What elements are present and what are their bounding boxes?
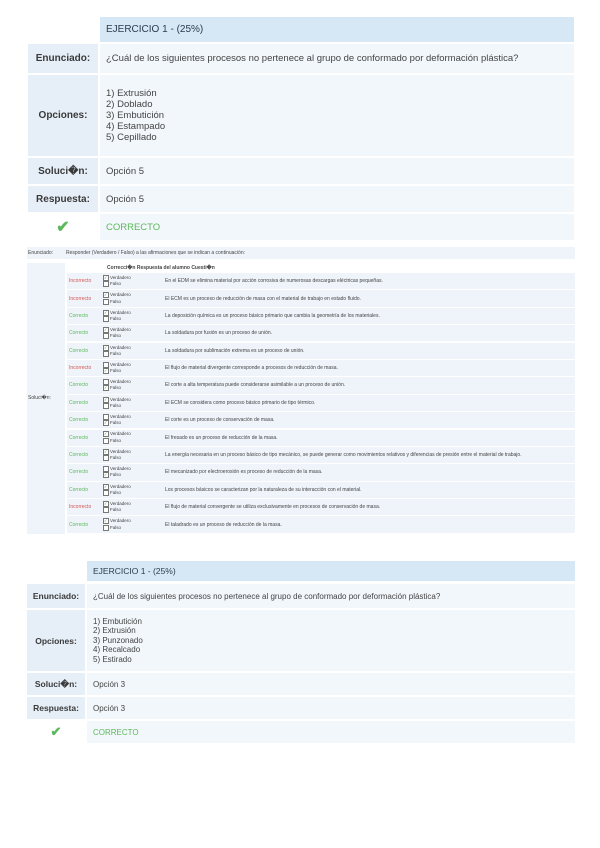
falso-option[interactable] [103,507,165,513]
opcion-5: 5) Estirado [93,654,132,664]
check-icon: ✔ [56,219,70,236]
opcion-5: 5) Cepillado [106,132,157,143]
checkbox-checked-icon[interactable]: ✓ [104,501,108,507]
opcion-3: 3) Embutición [106,110,165,121]
exercise-2-enunciado-row [27,247,575,259]
opciones-list [87,610,575,671]
tf-row-question: El flujo de material convergente se utiliza exclusivamente en procesos de conservación de masa. [165,504,381,511]
solucion-label: Soluci�n: [27,673,85,695]
enunciado-text: ¿Cuál de los siguientes procesos no pertenece al grupo de conformado por deformación plástica? [100,44,574,73]
falso-label: Falso [110,316,122,322]
tf-row-question: El ECM es un proceso de reducción de masa con el material de trabajo en estado fluido. [165,295,361,302]
checkbox-empty-icon[interactable] [103,316,109,322]
checkbox-checked-icon[interactable]: ✓ [104,344,108,350]
checkbox-empty-icon[interactable] [103,466,109,472]
verdadero-label: Verdadero [110,518,131,524]
checkbox-empty-icon[interactable] [103,299,109,305]
exercise-2-solucion-label: Soluci�n: [27,263,65,534]
falso-label: Falso [110,437,122,443]
checkbox-checked-icon[interactable]: ✓ [104,431,108,437]
falso-label: Falso [110,420,122,426]
tf-row-options [103,518,165,530]
exercise-2-enunciado-text: Responder (Verdadero / Falso) a las afirmaciones que se indican a continuación: [66,250,245,256]
falso-label: Falso [110,455,122,461]
tf-row-status: Incorrecto [69,295,92,302]
checkbox-empty-icon[interactable] [103,333,109,339]
tf-row-options [103,292,165,304]
checkbox-empty-icon[interactable] [103,281,109,287]
opcion-1: 1) Extrusión [106,88,157,99]
verdadero-label: Verdadero [110,449,131,455]
falso-option[interactable] [103,490,165,496]
solucion-label: Soluci�n: [28,158,98,184]
verdadero-label: Verdadero [110,414,131,420]
tf-row-options [103,397,165,409]
verdadero-label: Verdadero [110,344,131,350]
verdadero-label: Verdadero [110,309,131,315]
falso-option[interactable] [103,455,165,461]
tf-row-options [103,379,165,391]
exercise-3-title: EJERCICIO 1 - (25%) [87,561,575,581]
falso-label: Falso [110,507,122,513]
tf-row-status: Incorrecto [69,504,92,511]
verdadero-label: Verdadero [110,292,131,298]
falso-label: Falso [110,403,122,409]
falso-label: Falso [110,298,122,304]
checkbox-checked-icon[interactable]: ✓ [104,274,108,280]
verdadero-label: Verdadero [110,362,131,368]
tf-row-status: Correcto [69,417,89,424]
result-correcto: CORRECTO [87,721,575,743]
tf-row-options [103,466,165,478]
tf-row-question: La energía necesaria en un proceso básico de tipo mecánico, se puede generar como movimientos relativos y diferencias de presión entre el material de trabajo. [165,452,522,459]
falso-label: Falso [110,333,122,339]
falso-option[interactable] [103,368,165,374]
falso-option[interactable] [103,351,165,357]
falso-option[interactable] [103,472,165,478]
tf-row-status: Correcto [69,469,89,476]
tf-row-status: Correcto [69,521,89,528]
tf-row [67,482,575,498]
verdadero-label: Verdadero [110,501,131,507]
verdadero-label: Verdadero [110,327,131,333]
check-icon: ✔ [50,724,62,739]
opciones-label: Opciones: [28,75,98,156]
tf-row-options [103,275,165,287]
falso-option[interactable] [103,333,165,339]
tf-row-options [103,501,165,513]
tf-row-status: Correcto [69,347,89,354]
checkbox-checked-icon[interactable]: ✓ [104,385,108,391]
tf-row [67,464,575,480]
checkbox-checked-icon[interactable]: ✓ [104,327,108,333]
tf-row-options [103,345,165,357]
falso-option[interactable] [103,438,165,444]
tf-row [67,499,575,515]
falso-label: Falso [110,368,122,374]
checkbox-checked-icon[interactable]: ✓ [104,309,108,315]
tf-row-options [103,431,165,443]
respuesta-value: Opción 5 [100,186,574,212]
exercise-2-rows [67,263,575,534]
tf-row-question: La soldadura por fusión es un proceso de unión. [165,330,273,337]
exercise-1-title: EJERCICIO 1 - (25%) [100,17,574,42]
enunciado-text: ¿Cuál de los siguientes procesos no pertenece al grupo de conformado por deformación plástica? [87,584,575,608]
falso-option[interactable] [103,385,165,391]
tf-row-status: Correcto [69,312,89,319]
opcion-3: 3) Punzonado [93,635,143,645]
exercise-2-header: Correcci�n Respuesta del alumno Cuesti�n [67,263,575,273]
falso-option[interactable] [103,525,165,531]
tf-row [67,308,575,324]
falso-label: Falso [110,281,122,287]
checkbox-empty-icon[interactable] [103,507,109,513]
checkbox-empty-icon[interactable] [103,455,109,461]
opcion-4: 4) Recalcado [93,645,141,655]
opciones-label: Opciones: [27,610,85,671]
falso-label: Falso [110,472,122,478]
enunciado-label: Enunciado: [27,584,85,608]
verdadero-label: Verdadero [110,466,131,472]
tf-row [67,430,575,446]
verdadero-label: Verdadero [110,379,131,385]
respuesta-label: Respuesta: [28,186,98,212]
tf-row-question: El mecanizado por electroerosión es proceso de reducción de la masa. [165,469,323,476]
checkbox-empty-icon[interactable] [103,438,109,444]
falso-label: Falso [110,385,122,391]
falso-option[interactable] [103,299,165,305]
tf-row-options [103,484,165,496]
tf-row-options [103,449,165,461]
falso-label: Falso [110,524,122,530]
verdadero-label: Verdadero [110,275,131,281]
tf-row-question: El corte es un proceso de conservación de masa. [165,417,275,424]
opcion-4: 4) Estampado [106,121,166,132]
checkbox-empty-icon[interactable] [103,351,109,357]
tf-row-options [103,327,165,339]
tf-row-question: El flujo de material divergente corresponde a procesos de reducción de masa. [165,365,338,372]
tf-row-status: Incorrecto [69,278,92,285]
tf-row-options [103,310,165,322]
opcion-2: 2) Doblado [106,99,153,110]
tf-row-question: El ECM se considera como proceso básico primario de tipo térmico. [165,399,316,406]
checkbox-checked-icon[interactable]: ✓ [104,420,108,426]
falso-label: Falso [110,490,122,496]
tf-row [67,516,575,532]
checkbox-empty-icon[interactable] [103,414,109,420]
tf-row-question: En el EDM se elimina material por acción corrosiva de numerosas descargas eléctricas pequeñas. [165,278,383,285]
opciones-list [100,75,574,156]
tf-row-question: El taladrado es un proceso de reducción de la masa. [165,521,282,528]
verdadero-label: Verdadero [110,396,131,402]
checkbox-checked-icon[interactable]: ✓ [104,396,108,402]
falso-label: Falso [110,350,122,356]
enunciado-label: Enunciado: [28,44,98,73]
tf-row [67,343,575,359]
tf-row-status: Correcto [69,399,89,406]
tf-row [67,447,575,463]
falso-option[interactable] [103,420,165,426]
exercise-2-enunciado-label: Enunciado: [28,250,54,256]
verdadero-label: Verdadero [110,431,131,437]
checkbox-empty-icon[interactable] [103,525,109,531]
tf-row-question: Los procesos básicos se caracterizan por la naturaleza de su interacción con el material. [165,486,362,493]
tf-row-question: El corte a alta temperatura puede considerarse asimilable a un proceso de unión. [165,382,346,389]
tf-row-options [103,414,165,426]
falso-option[interactable] [103,403,165,409]
checkbox-empty-icon[interactable] [103,362,109,368]
tf-row-options [103,362,165,374]
checkbox-checked-icon[interactable]: ✓ [104,472,108,478]
tf-row [67,290,575,306]
checkbox-checked-icon[interactable]: ✓ [104,368,108,374]
falso-option[interactable] [103,281,165,287]
tf-row [67,360,575,376]
checkbox-empty-icon[interactable] [103,490,109,496]
solucion-value: Opción 3 [87,673,575,695]
checkbox-empty-icon[interactable] [103,379,109,385]
exercise-2-truefalse [27,247,575,534]
tf-row [67,412,575,428]
verdadero-label: Verdadero [110,483,131,489]
tf-row-status: Correcto [69,486,89,493]
respuesta-label: Respuesta: [27,697,85,719]
checkbox-checked-icon[interactable]: ✓ [104,483,108,489]
falso-option[interactable] [103,316,165,322]
respuesta-value: Opción 3 [87,697,575,719]
checkbox-checked-icon[interactable]: ✓ [104,518,108,524]
tf-row-question: La deposición química es un proceso básico primario que cambia la geometría de los materiales. [165,312,380,319]
opcion-2: 2) Extrusión [93,626,136,636]
checkbox-checked-icon[interactable]: ✓ [104,448,108,454]
result-correcto: CORRECTO [100,214,574,240]
checkbox-checked-icon[interactable]: ✓ [104,292,108,298]
tf-row-question: El fresado es un proceso de reducción de la masa. [165,434,278,441]
tf-row-status: Correcto [69,452,89,459]
tf-row-status: Correcto [69,382,89,389]
opcion-1: 1) Embutición [93,616,142,626]
tf-row [67,377,575,393]
tf-row-question: La soldadura por sublimación extrema es un proceso de unión. [165,347,305,354]
solucion-value: Opción 5 [100,158,574,184]
tf-row [67,273,575,289]
tf-row-status: Correcto [69,330,89,337]
tf-row [67,395,575,411]
tf-row [67,325,575,341]
checkbox-empty-icon[interactable] [103,403,109,409]
tf-row-status: Incorrecto [69,365,92,372]
tf-row-status: Correcto [69,434,89,441]
